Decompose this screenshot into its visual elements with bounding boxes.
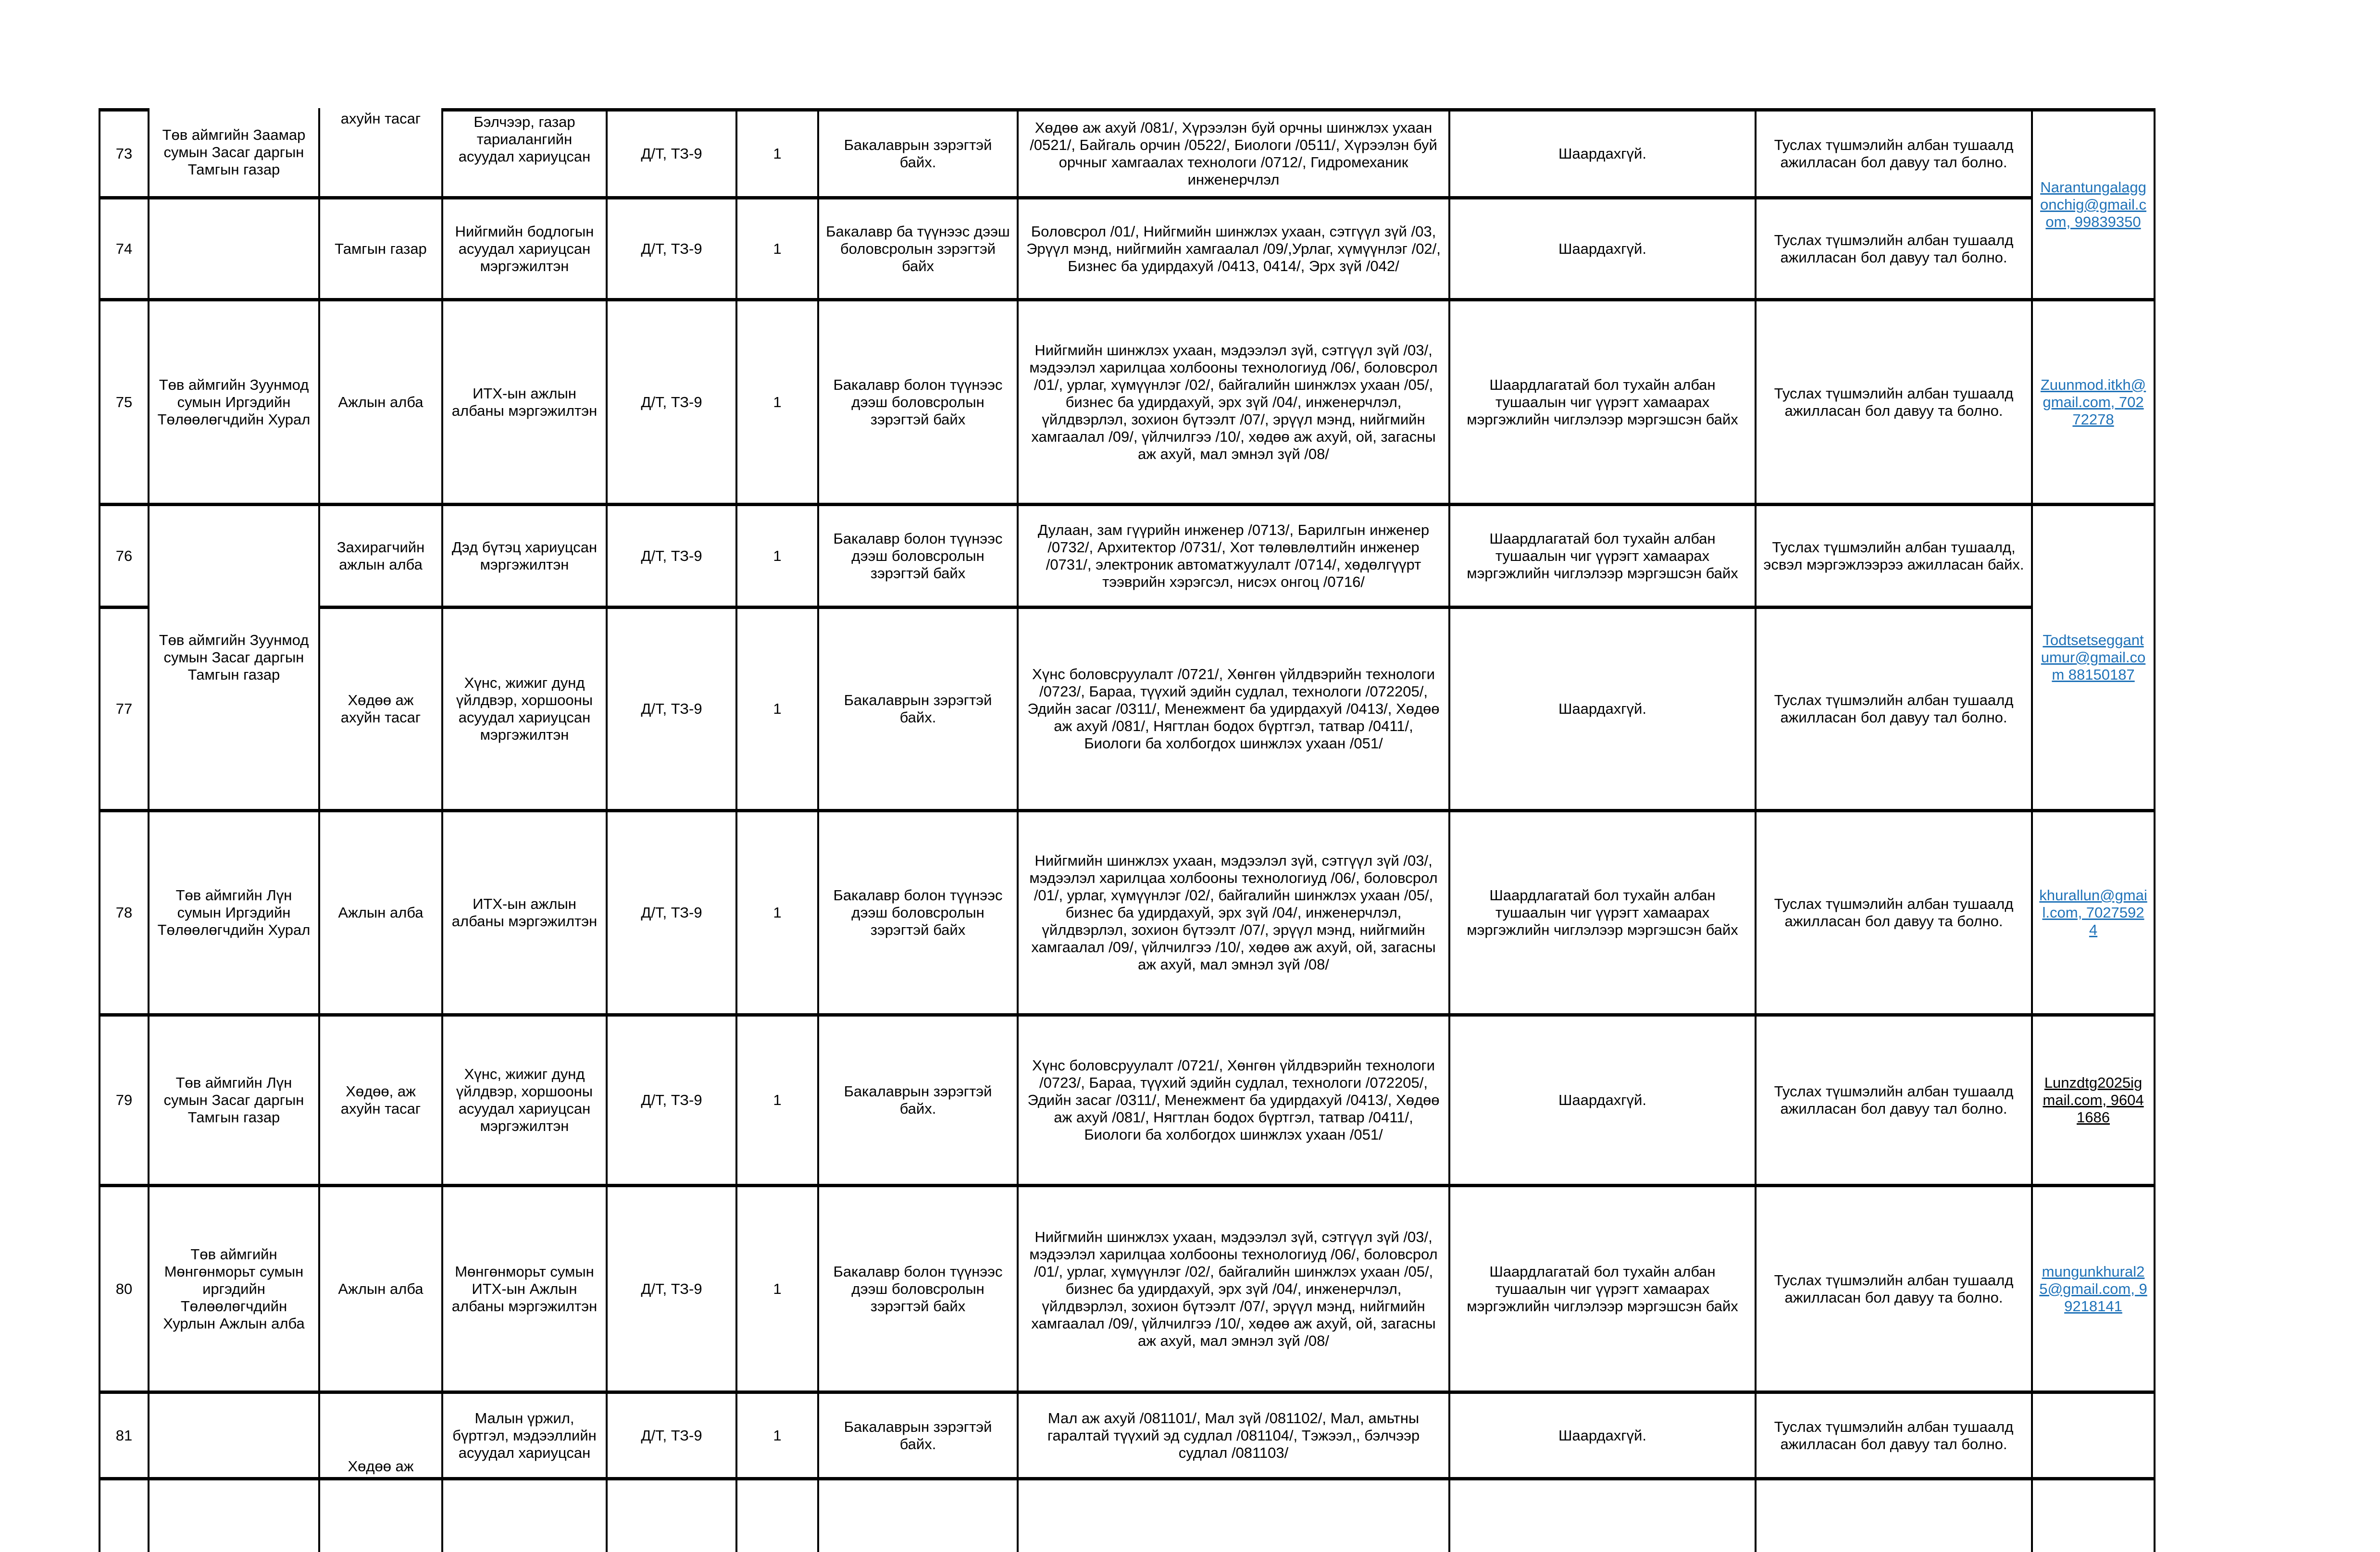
cell-74-no: 74 — [100, 199, 150, 301]
cell-79-grade: Д/Т, ТЗ-9 — [608, 1017, 737, 1187]
cell-74-specialization: Боловсрол /01/, Нийгмийн шинжлэх ухаан, сэтгүүл зүй /03, Эрүүл мэнд, нийгмийн хамгаалал /09/,Урлаг, хүмүүнлэг /02/, Бизнес ба удирдахуй /0413, 0414/, Эрх зүй /042/ — [1019, 199, 1450, 301]
cell-76-grade: Д/Т, ТЗ-9 — [608, 506, 737, 609]
cell-81-education: Бакалаврын зэрэгтэй байх. — [819, 1394, 1019, 1480]
cell-partial-no — [100, 1480, 150, 1552]
cell-partial-dept — [320, 1480, 443, 1552]
cell-79-education: Бакалаврын зэрэгтэй байх. — [819, 1017, 1019, 1187]
cell-78-education: Бакалавр болон түүнээс дээш боловсролын зэрэгтэй байх — [819, 812, 1019, 1017]
cell-81-count: 1 — [737, 1394, 819, 1480]
cell-74-org — [150, 199, 320, 301]
cell-76-requirement: Шаардлагатай бол тухайн албан тушаалын чиг үүрэгт хамаарах мэргэжлийн чиглэлээр мэргэшсэн байх — [1450, 506, 1757, 609]
email-link[interactable]: khurallun@gmail.com, 70275924 — [2039, 887, 2147, 938]
cell-81-requirement: Шаардахгүй. — [1450, 1394, 1757, 1480]
cell-74-education: Бакалавр ба түүнээс дээш боловсролын зэрэгтэй байх — [819, 199, 1019, 301]
cell-77-count: 1 — [737, 609, 819, 812]
cell-75-requirement: Шаардлагатай бол тухайн албан тушаалын чиг үүрэгт хамаарах мэргэжлийн чиглэлээр мэргэшсэн байх — [1450, 301, 1757, 506]
vacancy-table — [99, 108, 2156, 1552]
cell-75-advantage: Туслах түшмэлийн албан тушаалд ажилласан бол давуу та болно. — [1757, 301, 2033, 506]
cell-78-position: ИТХ-ын ажлын албаны мэргэжилтэн — [443, 812, 608, 1017]
cell-80-email — [2033, 1187, 2156, 1394]
cell-81-position: Малын үржил, бүртгэл, мэдээллийн асуудал хариуцсан — [443, 1394, 608, 1480]
cell-78-dept: Ажлын алба — [320, 812, 443, 1017]
cell-76-email — [2033, 506, 2156, 812]
cell-78-count: 1 — [737, 812, 819, 1017]
cell-73-position: Бэлчээр, газар тариалангийн асуудал хариуцсан — [443, 108, 608, 199]
cell-partial-specialization — [1019, 1480, 1450, 1552]
cell-76-dept: Захирагчийн ажлын алба — [320, 506, 443, 609]
cell-76-specialization: Дулаан, зам гүүрийн инженер /0713/, Барилгын инженер /0732/, Архитектор /0731/, Хот төлөвлөлтийн инженер /0731/, электроник автоматжуулалт /0714/, хөдөлгүүрт тээврийн хэрэгсэл, нисэх онгоц /0716/ — [1019, 506, 1450, 609]
cell-75-email — [2033, 301, 2156, 506]
cell-77-advantage: Туслах түшмэлийн албан тушаалд ажилласан бол давуу тал болно. — [1757, 609, 2033, 812]
cell-80-grade: Д/Т, ТЗ-9 — [608, 1187, 737, 1394]
cell-partial-requirement — [1450, 1480, 1757, 1552]
cell-partial-position — [443, 1480, 608, 1552]
cell-partial-advantage — [1757, 1480, 2033, 1552]
cell-79-position: Хүнс, жижиг дунд үйлдвэр, хоршооны асуудал хариуцсан мэргэжилтэн — [443, 1017, 608, 1187]
cell-73-education: Бакалаврын зэрэгтэй байх. — [819, 108, 1019, 199]
cell-partial-education — [819, 1480, 1019, 1552]
cell-79-dept: Хөдөө, аж ахуйн тасаг — [320, 1017, 443, 1187]
cell-81-grade: Д/Т, ТЗ-9 — [608, 1394, 737, 1480]
cell-75-no: 75 — [100, 301, 150, 506]
cell-75-position: ИТХ-ын ажлын албаны мэргэжилтэн — [443, 301, 608, 506]
cell-73-no: 73 — [100, 108, 150, 199]
cell-79-count: 1 — [737, 1017, 819, 1187]
cell-80-requirement: Шаардлагатай бол тухайн албан тушаалын чиг үүрэгт хамаарах мэргэжлийн чиглэлээр мэргэшсэн байх — [1450, 1187, 1757, 1394]
cell-78-email — [2033, 812, 2156, 1017]
cell-78-no: 78 — [100, 812, 150, 1017]
cell-partial-count — [737, 1480, 819, 1552]
cell-79-advantage: Туслах түшмэлийн албан тушаалд ажилласан бол давуу тал болно. — [1757, 1017, 2033, 1187]
email-link[interactable]: mungunkhural25@gmail.com, 99218141 — [2039, 1263, 2147, 1315]
cell-79-requirement: Шаардахгүй. — [1450, 1017, 1757, 1187]
cell-80-dept: Ажлын алба — [320, 1187, 443, 1394]
cell-81-email — [2033, 1394, 2156, 1480]
email-link[interactable]: Zuunmod.itkh@gmail.com, 70272278 — [2040, 376, 2146, 428]
cell-partial-org — [150, 1480, 320, 1552]
cell-81-advantage: Туслах түшмэлийн албан тушаалд ажилласан бол давуу тал болно. — [1757, 1394, 2033, 1480]
cell-77-grade: Д/Т, ТЗ-9 — [608, 609, 737, 812]
cell-75-education: Бакалавр болон түүнээс дээш боловсролын зэрэгтэй байх — [819, 301, 1019, 506]
cell-78-advantage: Туслах түшмэлийн албан тушаалд ажилласан бол давуу та болно. — [1757, 812, 2033, 1017]
cell-76-position: Дэд бүтэц хариуцсан мэргэжилтэн — [443, 506, 608, 609]
cell-78-specialization: Нийгмийн шинжлэх ухаан, мэдээлэл зүй, сэтгүүл зүй /03/, мэдээлэл харилцаа холбооны технологиуд /06/, боловсрол /01/, урлаг, хүмүүнлэг /02/, байгалийн шинжлэх ухаан /05/, бизнес ба удирдахуй, эрх зүй /04/, инженерчлэл, үйлдвэрлэл, зохион бүтээлт /07/, эрүүл мэнд, нийгмийн хамгаалал /09/, үйлчилгээ /10/, хөдөө аж ахуй, ой, загасны аж ахуй, мал эмнэл зүй /08/ — [1019, 812, 1450, 1017]
cell-79-no: 79 — [100, 1017, 150, 1187]
cell-74-dept: Тамгын газар — [320, 199, 443, 301]
cell-76-advantage: Туслах түшмэлийн албан тушаалд, эсвэл мэргэжлээрээ ажилласан байх. — [1757, 506, 2033, 609]
cell-80-count: 1 — [737, 1187, 819, 1394]
cell-77-education: Бакалаврын зэрэгтэй байх. — [819, 609, 1019, 812]
cell-76-count: 1 — [737, 506, 819, 609]
cell-73-specialization: Хөдөө аж ахуй /081/, Хүрээлэн буй орчны шинжлэх ухаан /0521/, Байгаль орчин /0522/, Биологи /0511/, Хүрээлэн буй орчныг хамгаалах технологи /0712/, Гидромеханик инженерчлэл — [1019, 108, 1450, 199]
cell-73-email — [2033, 108, 2156, 301]
cell-79-email — [2033, 1017, 2156, 1187]
cell-73-requirement: Шаардахгүй. — [1450, 108, 1757, 199]
cell-77-specialization: Хүнс боловсруулалт /0721/, Хөнгөн үйлдвэрийн технологи /0723/, Бараа, түүхий эдийн судлал, технологи /072205/, Эдийн засаг /0311/, Менежмент ба удирдахуй /0413/, Хөдөө аж ахуй /081/, Нягтлан бодох бүртгэл, татвар /0411/, Биологи ба холбогдох шинжлэх ухаан /051/ — [1019, 609, 1450, 812]
cell-76-education: Бакалавр болон түүнээс дээш боловсролын зэрэгтэй байх — [819, 506, 1019, 609]
cell-75-grade: Д/Т, ТЗ-9 — [608, 301, 737, 506]
cell-78-org: Төв аймгийн Лүн сумын Иргэдийн Төлөөлөгчдийн Хурал — [150, 812, 320, 1017]
cell-78-grade: Д/Т, ТЗ-9 — [608, 812, 737, 1017]
cell-73-dept: ахуйн тасаг — [320, 108, 443, 199]
email-link[interactable]: Lunzdtg2025igmail.com, 96041686 — [2043, 1074, 2144, 1126]
cell-77-requirement: Шаардахгүй. — [1450, 609, 1757, 812]
email-link[interactable]: Narantungalaggonchig@gmail.com, 99839350 — [2040, 179, 2146, 230]
cell-75-dept: Ажлын алба — [320, 301, 443, 506]
cell-81-specialization: Мал аж ахуй /081101/, Мал зүй /081102/, Мал, амьтны гаралтай түүхий эд судлал /081104/, Тэжээл,, бэлчээр судлал /081103/ — [1019, 1394, 1450, 1480]
cell-76-org: Төв аймгийн Зуунмод сумын Засаг даргын Тамгын газар — [150, 506, 320, 812]
cell-79-specialization: Хүнс боловсруулалт /0721/, Хөнгөн үйлдвэрийн технологи /0723/, Бараа, түүхий эдийн судлал, технологи /072205/, Эдийн засаг /0311/, Менежмент ба удирдахуй /0413/, Хөдөө аж ахуй /081/, Нягтлан бодох бүртгэл, татвар /0411/, Биологи ба холбогдох шинжлэх ухаан /051/ — [1019, 1017, 1450, 1187]
cell-81-org — [150, 1394, 320, 1480]
cell-78-requirement: Шаардлагатай бол тухайн албан тушаалын чиг үүрэгт хамаарах мэргэжлийн чиглэлээр мэргэшсэн байх — [1450, 812, 1757, 1017]
cell-73-advantage: Туслах түшмэлийн албан тушаалд ажилласан бол давуу тал болно. — [1757, 108, 2033, 199]
cell-77-position: Хүнс, жижиг дунд үйлдвэр, хоршооны асуудал хариуцсан мэргэжилтэн — [443, 609, 608, 812]
cell-80-position: Мөнгөнморьт сумын ИТХ-ын Ажлын албаны мэргэжилтэн — [443, 1187, 608, 1394]
cell-partial-email — [2033, 1480, 2156, 1552]
cell-75-count: 1 — [737, 301, 819, 506]
cell-partial-grade — [608, 1480, 737, 1552]
cell-74-grade: Д/Т, ТЗ-9 — [608, 199, 737, 301]
cell-75-org: Төв аймгийн Зуунмод сумын Иргэдийн Төлөөлөгчдийн Хурал — [150, 301, 320, 506]
cell-74-position: Нийгмийн бодлогын асуудал хариуцсан мэргэжилтэн — [443, 199, 608, 301]
cell-73-grade: Д/Т, ТЗ-9 — [608, 108, 737, 199]
cell-80-advantage: Туслах түшмэлийн албан тушаалд ажилласан бол давуу та болно. — [1757, 1187, 2033, 1394]
cell-74-count: 1 — [737, 199, 819, 301]
cell-76-no: 76 — [100, 506, 150, 609]
cell-74-requirement: Шаардахгүй. — [1450, 199, 1757, 301]
cell-81-no: 81 — [100, 1394, 150, 1480]
email-link[interactable]: Todtsetseggantumur@gmail.com 88150187 — [2041, 632, 2146, 683]
cell-81-dept: Хөдөө аж — [320, 1394, 443, 1480]
cell-79-org: Төв аймгийн Лүн сумын Засаг даргын Тамгын газар — [150, 1017, 320, 1187]
cell-73-org: Төв аймгийн Заамар сумын Засаг даргын Тамгын газар — [150, 108, 320, 199]
cell-74-advantage: Туслах түшмэлийн албан тушаалд ажилласан бол давуу тал болно. — [1757, 199, 2033, 301]
cell-80-specialization: Нийгмийн шинжлэх ухаан, мэдээлэл зүй, сэтгүүл зүй /03/, мэдээлэл харилцаа холбооны технологиуд /06/, боловсрол /01/, урлаг, хүмүүнлэг /02/, байгалийн шинжлэх ухаан /05/, бизнес ба удирдахуй, эрх зүй /04/, инженерчлэл, үйлдвэрлэл, зохион бүтээлт /07/, эрүүл мэнд, нийгмийн хамгаалал /09/, үйлчилгээ /10/, хөдөө аж ахуй, ой, загасны аж ахуй, мал эмнэл зүй /08/ — [1019, 1187, 1450, 1394]
cell-73-count: 1 — [737, 108, 819, 199]
cell-80-org: Төв аймгийн Мөнгөнморьт сумын иргэдийн Төлөөлөгчдийн Хурлын Ажлын алба — [150, 1187, 320, 1394]
cell-80-no: 80 — [100, 1187, 150, 1394]
cell-80-education: Бакалавр болон түүнээс дээш боловсролын зэрэгтэй байх — [819, 1187, 1019, 1394]
cell-77-dept: Хөдөө аж ахуйн тасаг — [320, 609, 443, 812]
cell-77-no: 77 — [100, 609, 150, 812]
cell-75-specialization: Нийгмийн шинжлэх ухаан, мэдээлэл зүй, сэтгүүл зүй /03/, мэдээлэл харилцаа холбооны технологиуд /06/, боловсрол /01/, урлаг, хүмүүнлэг /02/, байгалийн шинжлэх ухаан /05/, бизнес ба удирдахуй, эрх зүй /04/, инженерчлэл, үйлдвэрлэл, зохион бүтээлт /07/, эрүүл мэнд, нийгмийн хамгаалал /09/, үйлчилгээ /10/, хөдөө аж ахуй, ой, загасны аж ахуй, мал эмнэл зүй /08/ — [1019, 301, 1450, 506]
